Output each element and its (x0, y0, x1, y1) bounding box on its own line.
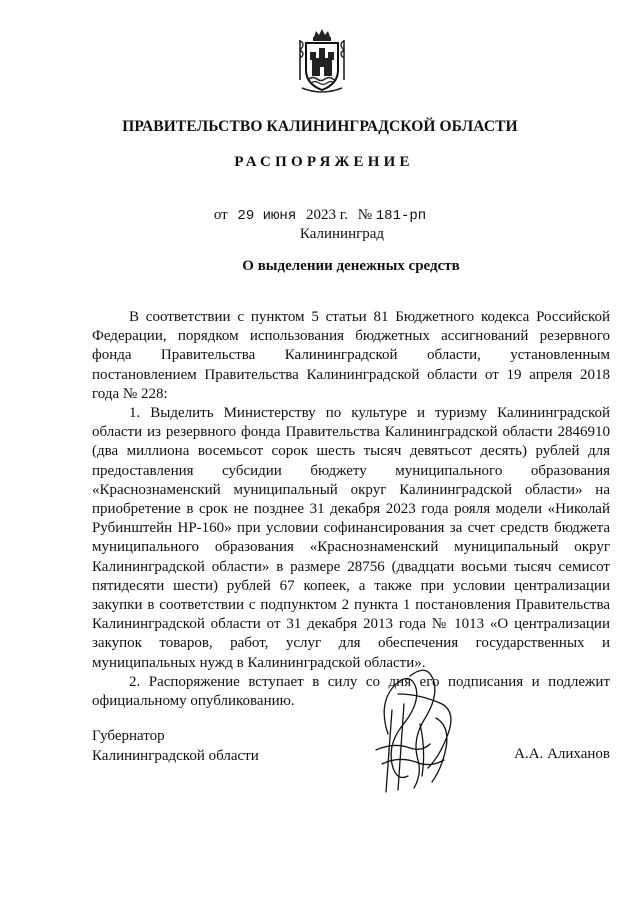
signature-image (358, 664, 468, 796)
date-value: 29 июня (237, 208, 297, 224)
position-region: Калининградской области (92, 747, 259, 764)
signatory-position (92, 727, 259, 766)
document-type: РАСПОРЯЖЕНИЕ (234, 154, 414, 170)
paragraph-preamble: В соответствии с пунктом 5 статьи 81 Бюджетного кодекса Российской Федерации, порядком использования бюджетных ассигнований резервного фонда Правительства Калининградской области, установленным постановлением Правительства Калининградской области от 19 апреля 2018 года № 228: (92, 309, 610, 402)
document-number: 181-рп (375, 208, 427, 224)
paragraph-item-2: 2. Распоряжение вступает в силу со дня его подписания и подлежит официальному опубликованию. (92, 673, 610, 710)
date-number-line (0, 207, 640, 224)
number-prefix: № (357, 207, 373, 223)
document-subject: О выделении денежных средств (242, 258, 460, 274)
signatory-name: А.А. Алиханов (514, 746, 610, 762)
date-year: 2023 г. (305, 207, 348, 223)
date-prefix: от (213, 207, 228, 223)
position-title: Губернатор (92, 728, 165, 744)
paragraph-item-1: 1. Выделить Министерству по культуре и туризму Калининградской области из резервного фонда Правительства Калининградской области 2846910 (два миллиона восемьсот сорок шесть тысяч девятьсот десять) рублей для предоставления субсидии бюджету муниципального образования «Краснознаменский муниципальный округ Калининградской области» на приобретение в срок не позднее 31 декабря 2023 года рояля модели «Николай Рубинштейн НР-160» при условии софинансирования за счет средств бюджета муниципального образования «Краснознаменский муниципальный округ Калининградской области» в размере 28756 (двадцати восьми тысяч семисот пятидесяти шести) рублей 67 копеек, а также при условии централизации закупки в соответствии с подпунктом 2 пункта 1 постановления Правительства Калининградской области от 31 декабря 2013 года № 1013 «О централизации закупок товаров, работ, услуг для обеспечения государственных и муниципальных нужд в Калининградской области». (92, 405, 610, 671)
government-title: ПРАВИТЕЛЬСТВО КАЛИНИНГРАДСКОЙ ОБЛАСТИ (122, 118, 518, 135)
document-body (92, 308, 610, 711)
coat-of-arms-icon (296, 28, 348, 94)
city: Калининград (299, 226, 385, 242)
